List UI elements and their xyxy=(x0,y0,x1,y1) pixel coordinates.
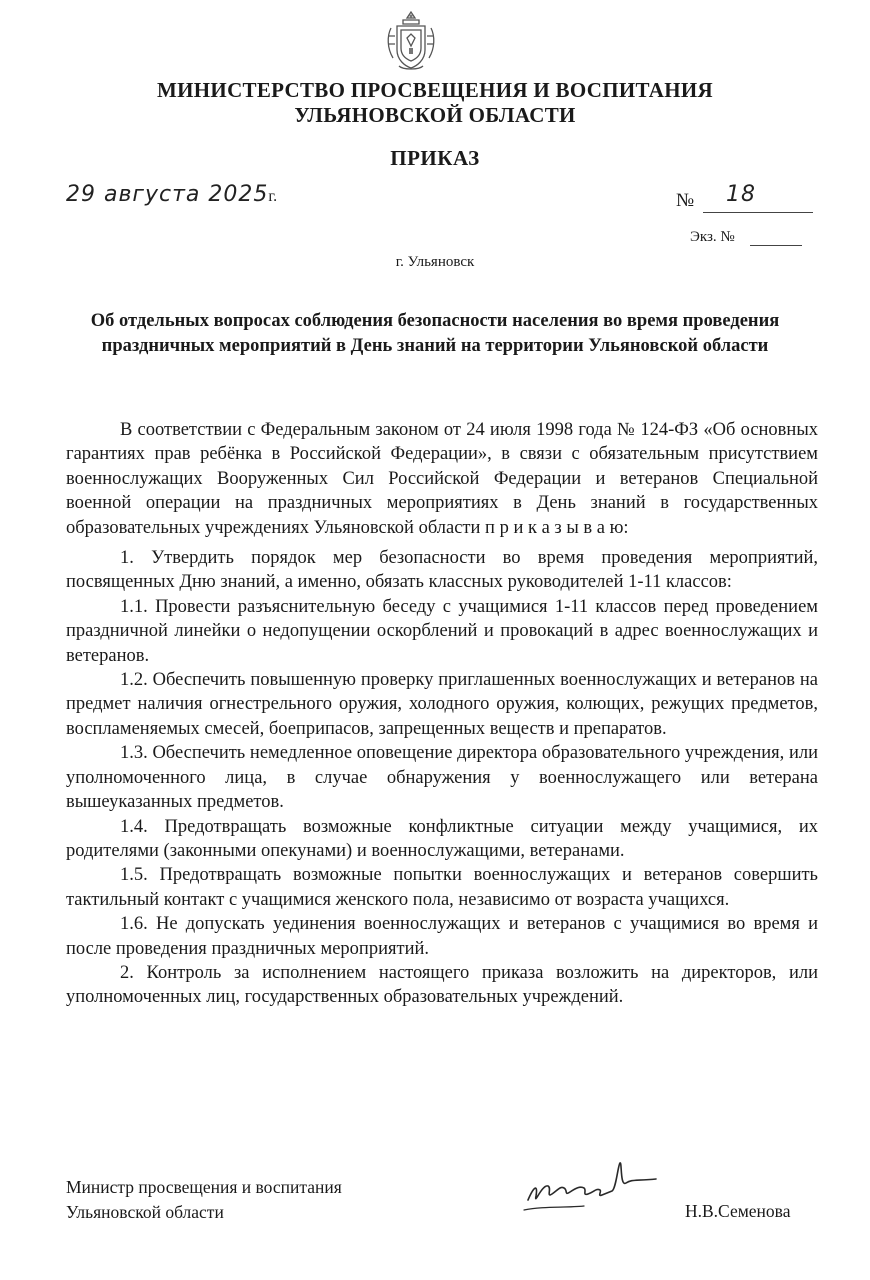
paragraph-item-1: 1. Утвердить порядок мер безопасности во время проведения мероприятий, посвященных Дню знаний, а именно, обязать классных руководителей 1-11 классов: xyxy=(66,548,818,593)
paragraph-preamble: В соответствии с Федеральным законом от 24 июля 1998 года № 124-ФЗ «Об основных гарантиях прав ребёнка в Российской Федерации», в связи с обязательным присутствием военнослужащих Вооруженных Сил Российской Федерации и ветеранов Специальной военной операции на праздничных мероприятиях в День знаний в государственных образовательных учреждениях Ульяновской области п р и к а з ы в а ю: xyxy=(66,420,818,538)
order-number-label: № xyxy=(676,190,695,211)
signatory-position-line2: Ульяновской области xyxy=(66,1202,224,1222)
coat-of-arms-emblem xyxy=(383,8,439,74)
paragraph-item-2: 2. Контроль за исполнением настоящего приказа возложить на директоров, или уполномоченных лиц, государственных образовательных учреждений. xyxy=(66,962,818,1008)
handwritten-signature xyxy=(520,1160,670,1220)
order-body xyxy=(66,418,818,1010)
signatory-position-line1: Министр просвещения и воспитания xyxy=(66,1177,342,1197)
paragraph-item-1-6: 1.6. Не допускать уединения военнослужащих и ветеранов с учащимися во время и после проведения праздничных мероприятий. xyxy=(66,914,818,959)
signatory-position xyxy=(66,1175,342,1225)
order-title: Об отдельных вопросах соблюдения безопасности населения во время проведения праздничных мероприятий в День знаний на территории Ульяновской области xyxy=(90,311,780,356)
paragraph-item-1-2: 1.2. Обеспечить повышенную проверку приглашенных военнослужащих и ветеранов на предмет наличия огнестрельного оружия, холодного оружия, колющих, режущих предметов, воспламеняемых смесей, боеприпасов, запрещенных веществ и препаратов. xyxy=(66,670,818,739)
order-number-underline xyxy=(703,212,813,213)
document-type: ПРИКАЗ xyxy=(390,146,480,170)
order-date xyxy=(66,182,277,207)
ministry-name-line1: МИНИСТЕРСТВО ПРОСВЕЩЕНИЯ И ВОСПИТАНИЯ xyxy=(157,78,713,102)
city: г. Ульяновск xyxy=(395,254,475,270)
paragraph-item-1-4: 1.4. Предотвращать возможные конфликтные ситуации между учащимися, их родителями (законными опекунами) и военнослужащими, ветеранами. xyxy=(66,816,818,861)
ministry-name-line2: УЛЬЯНОВСКОЙ ОБЛАСТИ xyxy=(294,103,576,127)
order-date-suffix: г. xyxy=(268,188,278,205)
order-number-handwritten: 18 xyxy=(726,182,756,207)
paragraph-item-1-1: 1.1. Провести разъяснительную беседу с учащимися 1-11 классов перед проведением праздничной линейки о недопущении оскорблений и провокаций в адрес военнослужащих и ветеранов. xyxy=(66,596,818,666)
order-date-handwritten: 29 августа 2025 xyxy=(66,182,269,207)
paragraph-item-1-3: 1.3. Обеспечить немедленное оповещение директора образовательного учреждения, или уполномоченного лица, в случае обнаружения у военнослужащего или ветерана вышеуказанных предметов. xyxy=(66,743,818,813)
signatory-name: Н.В.Семенова xyxy=(685,1201,791,1221)
copy-number-label: Экз. № xyxy=(690,229,735,245)
copy-number-underline xyxy=(750,245,802,246)
paragraph-item-1-5: 1.5. Предотвращать возможные попытки военнослужащих и ветеранов совершить тактильный контакт с учащимися женского пола, независимо от возраста учащихся. xyxy=(66,865,818,910)
